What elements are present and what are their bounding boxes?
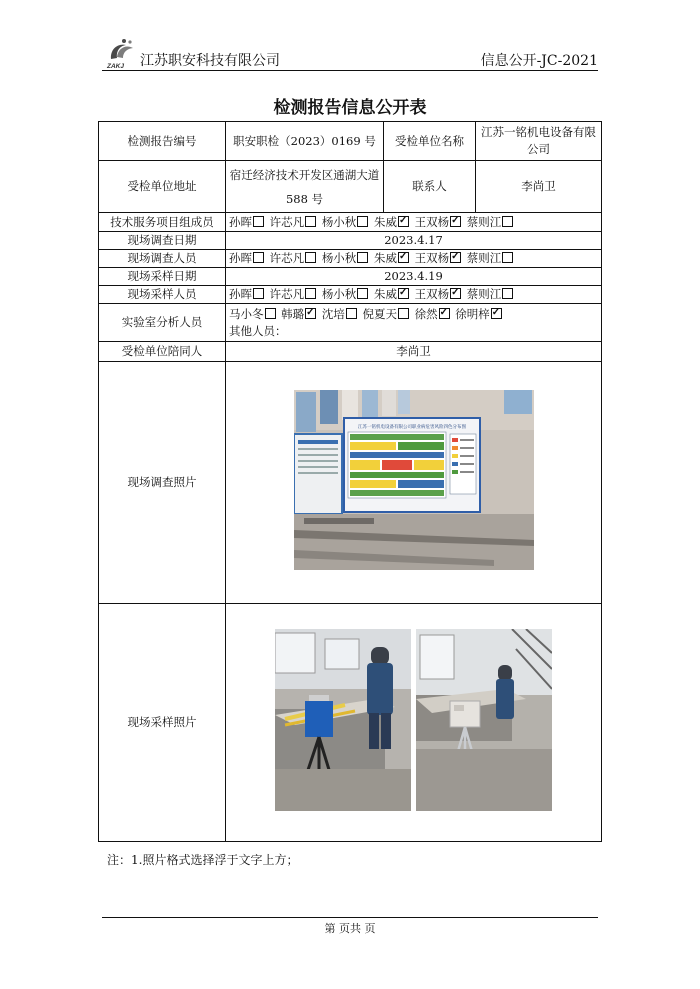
surveyors-checklist <box>226 250 602 268</box>
unchecked-box-icon[interactable] <box>253 288 264 299</box>
unchecked-box-icon[interactable] <box>398 308 409 319</box>
survey-photo-cell <box>226 362 602 604</box>
survey-date-label: 现场调查日期 <box>99 232 226 250</box>
client-name-value: 江苏一铭机电设备有限公司 <box>476 122 602 161</box>
unchecked-box-icon[interactable] <box>502 252 513 263</box>
checklist-item <box>229 251 266 265</box>
unchecked-box-icon[interactable] <box>346 308 357 319</box>
report-no-label: 检测报告编号 <box>99 122 226 161</box>
table-row <box>99 232 602 250</box>
info-table <box>98 121 602 842</box>
table-row <box>99 250 602 268</box>
checklist-name: 蔡则江 <box>466 287 502 301</box>
unchecked-box-icon[interactable] <box>502 288 513 299</box>
unchecked-box-icon[interactable] <box>253 216 264 227</box>
checklist-name: 王双杨 <box>414 251 450 265</box>
checked-box-icon[interactable] <box>450 288 461 299</box>
lab-checklist <box>229 306 598 323</box>
survey-photo-label: 现场调查照片 <box>99 362 226 604</box>
footnote: 注：1.照片格式选择浮于文字上方； <box>107 853 299 867</box>
sampling-date-value: 2023.4.19 <box>226 268 602 286</box>
checklist-name: 徐明梓 <box>455 306 490 321</box>
checked-box-icon[interactable] <box>439 308 450 319</box>
contact-value: 李尚卫 <box>476 161 602 213</box>
client-address-label: 受检单位地址 <box>99 161 226 213</box>
table-row <box>99 604 602 842</box>
client-name-label: 受检单位名称 <box>384 122 476 161</box>
unchecked-box-icon[interactable] <box>502 216 513 227</box>
table-row <box>99 268 602 286</box>
checklist-item <box>270 251 319 265</box>
checked-box-icon[interactable] <box>398 216 409 227</box>
board-title: 江苏一铭机电设备有限公司职业病危害风险四色分布图 <box>357 425 466 430</box>
checklist-name: 马小冬 <box>229 306 264 321</box>
client-address-value: 宿迁经济技术开发区通湖大道 588 号 <box>226 161 384 213</box>
checklist-item <box>415 287 464 301</box>
unchecked-box-icon[interactable] <box>305 288 316 299</box>
checklist-item <box>467 251 516 265</box>
checklist-item <box>374 215 411 229</box>
lab-staff-label: 实验室分析人员 <box>99 304 226 342</box>
survey-date-value: 2023.4.17 <box>226 232 602 250</box>
checklist-item <box>467 215 516 229</box>
lab-staff-cell <box>226 304 602 342</box>
checklist-item <box>229 215 266 229</box>
sampling-date-label: 现场采样日期 <box>99 268 226 286</box>
sampling-photo-right-image <box>416 629 552 811</box>
checklist-name: 杨小秋 <box>321 214 357 229</box>
report-no-value: 职安职检（2023）0169 号 <box>226 122 384 161</box>
sampling-photo-label: 现场采样照片 <box>99 604 226 842</box>
sampling-photo-cell <box>226 604 602 842</box>
checklist-item <box>322 307 359 321</box>
unchecked-box-icon[interactable] <box>265 308 276 319</box>
checklist-item <box>374 251 411 265</box>
checklist-name: 徐然 <box>414 306 438 321</box>
table-row <box>99 304 602 342</box>
samplers-label: 现场采样人员 <box>99 286 226 304</box>
checklist-name: 朱威 <box>373 287 397 301</box>
checked-box-icon[interactable] <box>398 252 409 263</box>
checked-box-icon[interactable] <box>491 308 502 319</box>
checklist-item <box>229 307 278 321</box>
surveyors-label: 现场调查人员 <box>99 250 226 268</box>
unchecked-box-icon[interactable] <box>357 252 368 263</box>
checklist-name: 孙晖 <box>229 251 252 265</box>
unchecked-box-icon[interactable] <box>305 252 316 263</box>
sampling-photo-left <box>275 629 411 811</box>
checklist-name: 朱威 <box>373 251 397 265</box>
checklist-item <box>322 215 371 229</box>
checklist-item <box>322 287 371 301</box>
checklist-name: 孙晖 <box>229 287 252 301</box>
page-header <box>102 36 598 70</box>
table-row <box>99 342 602 362</box>
checked-box-icon[interactable] <box>305 308 316 319</box>
table-row <box>99 213 602 232</box>
checklist-name: 许芯凡 <box>269 214 305 229</box>
checklist-name: 杨小秋 <box>321 251 357 265</box>
company-name: 江苏职安科技有限公司 <box>140 53 280 69</box>
checklist-name: 许芯凡 <box>269 251 305 265</box>
table-row <box>99 362 602 604</box>
footer-rule <box>102 917 598 918</box>
team-checklist <box>226 213 602 232</box>
checklist-item <box>455 307 504 321</box>
team-label: 技术服务项目组成员 <box>99 213 226 232</box>
checklist-item <box>467 287 516 301</box>
other-staff-label: 其他人员： <box>229 323 287 338</box>
escort-label: 受检单位陪同人 <box>99 342 226 362</box>
checklist-name: 沈培 <box>321 306 345 321</box>
checklist-name: 蔡则江 <box>466 251 502 265</box>
checklist-name: 孙晖 <box>229 214 252 229</box>
checklist-name: 朱威 <box>373 214 397 229</box>
checklist-name: 倪夏天 <box>362 306 397 321</box>
checklist-item <box>229 287 266 301</box>
checklist-name: 王双杨 <box>414 287 450 301</box>
survey-photo-image <box>294 390 534 570</box>
checked-box-icon[interactable] <box>450 252 461 263</box>
checklist-item <box>270 287 319 301</box>
unchecked-box-icon[interactable] <box>357 288 368 299</box>
company-logo-icon <box>102 36 138 70</box>
checklist-name: 杨小秋 <box>321 287 357 301</box>
checklist-name: 蔡则江 <box>466 214 502 229</box>
document-code: 信息公开-JC-2021 <box>480 53 598 69</box>
checklist-item <box>415 307 452 321</box>
page-footer: 第 页共 页 <box>324 922 376 935</box>
checklist-item <box>415 215 464 229</box>
survey-photo <box>294 390 534 570</box>
checked-box-icon[interactable] <box>450 216 461 227</box>
table-row <box>99 122 602 161</box>
sampling-photo-left-image <box>275 629 411 811</box>
contact-label: 联系人 <box>384 161 476 213</box>
checklist-item <box>322 251 371 265</box>
samplers-checklist <box>226 286 602 304</box>
logo-text: ZAKJ <box>107 63 124 70</box>
unchecked-box-icon[interactable] <box>357 216 368 227</box>
table-row <box>99 286 602 304</box>
checklist-item <box>362 307 411 321</box>
header-rule <box>102 70 598 71</box>
checked-box-icon[interactable] <box>398 288 409 299</box>
sampling-photo-right <box>416 629 552 811</box>
escort-value: 李尚卫 <box>226 342 602 362</box>
checklist-name: 许芯凡 <box>269 287 305 301</box>
checklist-name: 韩璐 <box>281 306 305 321</box>
checklist-item <box>270 215 319 229</box>
table-row <box>99 161 602 213</box>
checklist-item <box>281 307 318 321</box>
unchecked-box-icon[interactable] <box>253 252 264 263</box>
unchecked-box-icon[interactable] <box>305 216 316 227</box>
checklist-item <box>415 251 464 265</box>
checklist-item <box>374 287 411 301</box>
page-title: 检测报告信息公开表 <box>273 98 427 118</box>
checklist-name: 王双杨 <box>414 214 450 229</box>
